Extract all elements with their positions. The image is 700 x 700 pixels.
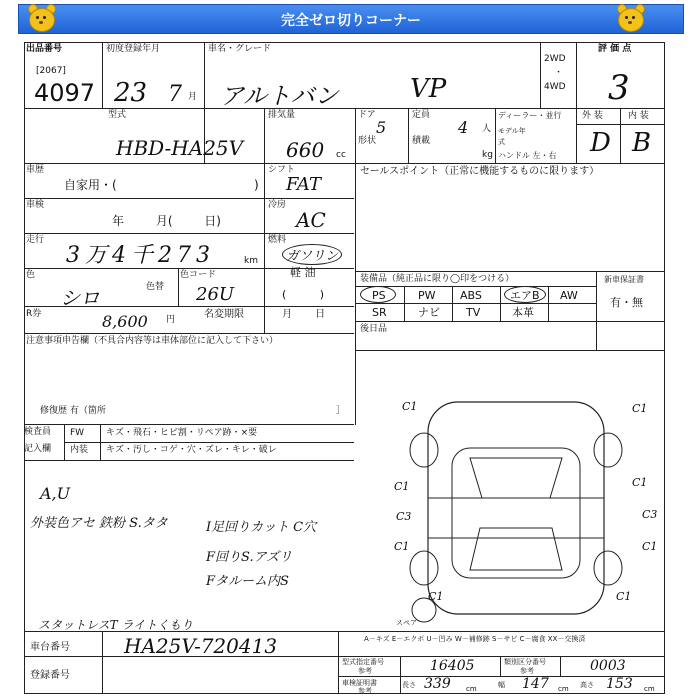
shift-label: シフト: [268, 165, 296, 175]
equip-ps: PS: [372, 289, 386, 302]
capacity-unit: 人: [482, 124, 492, 134]
remark-5: Fタルーム内S: [206, 574, 289, 589]
recycle-value: 8,600: [102, 312, 148, 331]
fuel-value: ガソリン: [282, 244, 342, 265]
color-value: シロ: [60, 286, 100, 310]
mark-c1-front-right: C1: [632, 402, 648, 415]
mark-c1-rear-right: C1: [616, 590, 632, 603]
capacity-value: 4: [458, 118, 469, 137]
drive-4wd: 4WD: [544, 82, 566, 92]
shape-label: 形状: [358, 136, 377, 146]
width-label: 幅: [498, 681, 505, 689]
checker-label-1: 検査員: [24, 427, 52, 437]
category-number-sub: 参考: [520, 667, 534, 675]
footnote: スタットレスT ライトくもり: [38, 618, 194, 632]
height-unit: cm: [644, 685, 655, 693]
legend: A－キズ E－エクボ U－凹み W－補修跡 S－サビ C－腐食 XX－交換済: [364, 635, 586, 643]
warranty-label: 新車保証書: [604, 275, 644, 284]
mark-c3-right: C3: [642, 508, 658, 521]
first-reg-month-unit: 月: [188, 92, 198, 102]
score-value: 3: [608, 68, 630, 108]
mileage-value: 3万4千273: [66, 243, 215, 268]
dealer-label: ディーラー・並行: [498, 111, 562, 120]
load-unit: kg: [482, 150, 493, 160]
drive-dot: ・: [554, 68, 564, 78]
displacement-unit: cc: [336, 150, 346, 160]
lot-label: 出品番号: [26, 44, 63, 54]
exterior-label: 外 装: [582, 111, 603, 121]
category-number-label: 類別区分番号: [504, 658, 546, 666]
remark-1: A,U: [40, 484, 71, 503]
first-reg-month: 7: [168, 82, 182, 107]
model-value: HBD-HA25V: [116, 136, 244, 160]
doors-label: ドア: [358, 110, 376, 120]
shift-value: FAT: [286, 174, 321, 195]
checker-fw: FW: [70, 428, 85, 438]
equip-sr: SR: [372, 306, 387, 319]
recycle-label: R券: [26, 309, 42, 319]
category-number-value: 0003: [590, 658, 626, 674]
checker-interior: 内装: [70, 445, 89, 455]
cert-sub: 参考: [358, 687, 372, 695]
car-grade-value: VP: [410, 74, 447, 104]
length-value: 339: [424, 676, 451, 692]
color-code-label: 色コード: [180, 270, 217, 280]
repair-close: ］: [336, 406, 346, 416]
aircon-value: AC: [296, 208, 326, 232]
equip-airbag-circle: [504, 286, 546, 303]
inspection-label: 車検: [26, 200, 45, 210]
length-unit: cm: [466, 685, 477, 693]
checker-fw-text: キズ・飛石・ヒビ割・リペア跡・×要: [106, 428, 258, 438]
width-value: 147: [522, 676, 549, 692]
mark-c1-left-rear: C1: [394, 540, 410, 553]
name-change-value: 月 日: [282, 309, 326, 320]
score-label: 評 価 点: [598, 44, 632, 54]
auction-sheet: [20, 38, 665, 698]
drive-2wd: 2WD: [544, 54, 566, 64]
length-label: 長さ: [402, 681, 416, 689]
color-tone-label: 色替: [146, 282, 165, 292]
mileage-unit: km: [244, 256, 258, 266]
type-designation-sub: 参考: [358, 667, 372, 675]
remark-3: I足回りカット C穴: [206, 520, 317, 535]
model-year-label: モデル年式: [498, 127, 526, 146]
fuel-paren: ( ): [282, 288, 325, 301]
usage-value: 自家用・(: [64, 178, 117, 192]
mark-spare: スペア: [396, 619, 417, 627]
height-value: 153: [606, 676, 633, 692]
car-name-label: 車名・グレード: [208, 44, 272, 54]
color-label: 色: [26, 270, 36, 280]
chassis-label: 車台番号: [30, 642, 70, 653]
reg-number-label: 登録番号: [30, 670, 70, 681]
header-title: 完全ゼロ切りコーナー: [281, 13, 421, 29]
handle-label: ハンドル 左・右: [498, 151, 557, 160]
load-label: 積載: [412, 136, 431, 146]
doors-value: 5: [376, 118, 387, 137]
type-designation-value: 16405: [430, 658, 475, 674]
model-label: 型式: [108, 110, 127, 120]
height-label: 高さ: [580, 681, 594, 689]
mark-c1-right-door: C1: [632, 476, 648, 489]
type-designation-label: 型式指定番号: [342, 658, 384, 666]
usage-label: 車歴: [26, 165, 45, 175]
cert-label: 車検証明書: [342, 679, 377, 687]
lot-number: 4097: [34, 79, 96, 107]
remark-2: 外装色アセ 鉄粉 S.タタ: [30, 516, 168, 531]
width-unit: cm: [558, 685, 569, 693]
exterior-score: D: [590, 128, 611, 158]
mark-c3-left: C3: [396, 510, 412, 523]
first-reg-year: 23: [114, 78, 148, 108]
first-reg-label: 初度登録年月: [106, 44, 161, 54]
usage-close: ): [254, 178, 259, 192]
car-name-value: アルトバン: [220, 82, 339, 110]
sales-point-label: セールスポイント（正常に機能するものに限ります）: [360, 166, 600, 177]
mileage-label: 走行: [26, 235, 45, 245]
displacement-label: 排気量: [268, 110, 296, 120]
mark-c1-rear-left: C1: [428, 590, 444, 603]
interior-label: 内 装: [628, 111, 649, 121]
equipment-label: 装備品（純正品に限り◯印をつける）: [360, 274, 515, 284]
repair-label: 修復歴 有（箇所: [40, 406, 106, 416]
displacement-value: 660: [286, 138, 325, 162]
warranty-value: 有・無: [610, 296, 643, 309]
recycle-unit: 円: [166, 315, 176, 325]
equip-pw: PW: [418, 289, 436, 302]
fuel-alt: 軽 油: [290, 266, 316, 279]
color-code: 26U: [196, 284, 235, 305]
equip-tv: TV: [466, 306, 481, 319]
name-change-label: 名変期限: [204, 309, 244, 320]
equip-ps-circle: [360, 286, 396, 303]
mark-c1-front-left: C1: [402, 400, 418, 413]
header-banner: [18, 4, 684, 34]
mark-c1-right-rear: C1: [642, 540, 658, 553]
notes-label: 注意事項申告欄（不具合内容等は車体部位に記入して下さい）: [26, 336, 279, 346]
capacity-label: 定員: [412, 110, 431, 120]
chassis-value: HA25V-720413: [124, 634, 278, 658]
checker-interior-text: キズ・汚し・コゲ・穴・ズレ・キレ・破レ: [106, 445, 277, 455]
aircon-label: 冷房: [268, 200, 287, 210]
checker-label-2: 記入欄: [24, 444, 52, 454]
remark-4: F回りS.アズリ: [206, 550, 293, 565]
equip-abs: ABS: [460, 289, 482, 302]
equip-navi: ナビ: [418, 306, 440, 319]
fuel-label: 燃料: [268, 235, 287, 245]
equip-aw: AW: [560, 289, 578, 302]
inspection-text: 年 月( 日): [112, 214, 221, 228]
mascot-left-icon: [26, 2, 56, 32]
lot-code: [2067]: [36, 66, 66, 76]
mascot-right-icon: [615, 2, 645, 32]
equip-leather: 本革: [512, 306, 534, 319]
mark-c1-left-door: C1: [394, 480, 410, 493]
rear-seat-label: 後日品: [360, 324, 388, 334]
interior-score: B: [632, 128, 652, 158]
equip-airbag: エアB: [510, 289, 540, 302]
